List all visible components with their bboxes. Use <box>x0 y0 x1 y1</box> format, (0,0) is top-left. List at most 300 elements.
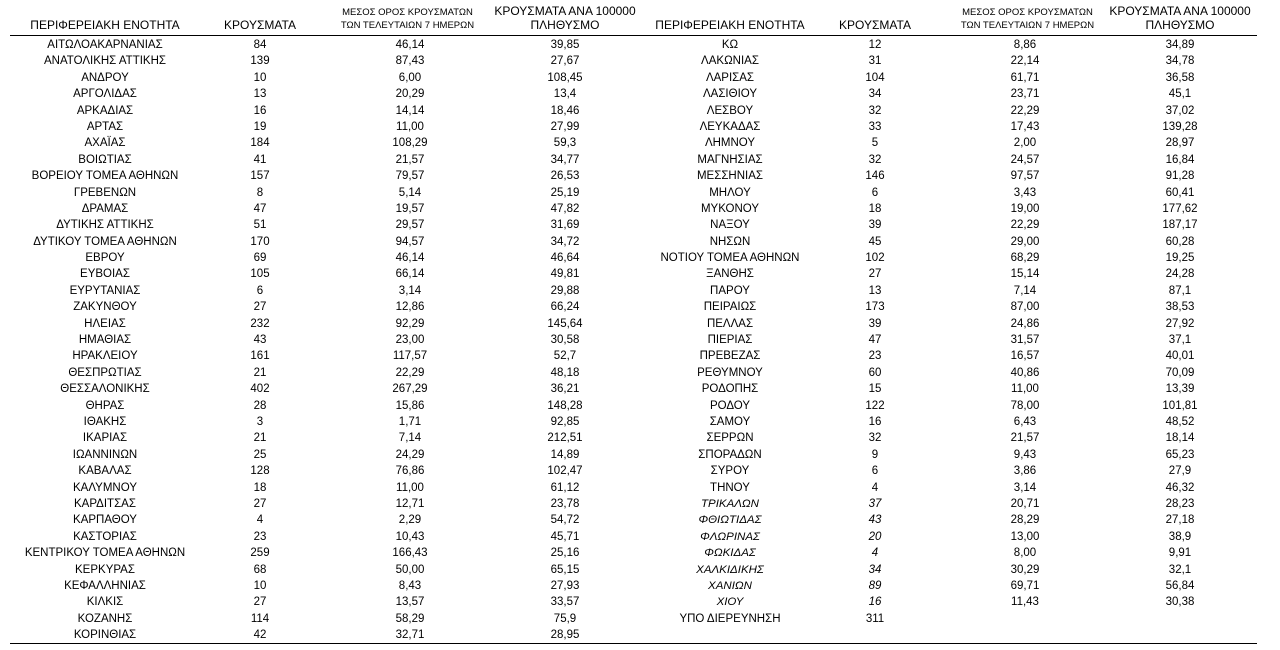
right-cell-region: ΠΙΕΡΙΑΣ <box>707 334 753 347</box>
right-header-per100k-line2: ΠΛΗΘΥΣΜΟ <box>1145 18 1215 32</box>
right-table-row <box>0 365 1280 381</box>
right-cell-cases: 89 <box>868 579 882 592</box>
right-cell-per100k: 13,39 <box>1165 383 1195 396</box>
left-cell-region: ΕΥΒΟΙΑΣ <box>80 268 130 281</box>
right-header-cases: ΚΡΟΥΣΜΑΤΑ <box>839 18 911 32</box>
right-cell-per100k: 27,92 <box>1165 317 1195 330</box>
left-cell-avg: 22,29 <box>395 366 425 379</box>
header-rule <box>10 35 1257 36</box>
left-cell-per100k: 39,85 <box>550 39 580 51</box>
right-table-row <box>0 53 1280 69</box>
right-cell-cases: 31 <box>868 55 882 68</box>
left-cell-avg: 92,29 <box>395 317 425 330</box>
left-cell-avg: 6,00 <box>398 71 422 84</box>
right-cell-region: ΥΠΟ ΔΙΕΡΕΥΝΗΣΗ <box>679 612 781 625</box>
left-cell-region: ΒΟΙΩΤΙΑΣ <box>78 153 132 166</box>
right-cell-avg: 6,43 <box>1013 415 1037 428</box>
left-cell-cases: 28 <box>253 399 267 412</box>
right-cell-cases: 39 <box>868 219 882 232</box>
left-cell-per100k: 36,21 <box>550 383 580 396</box>
right-cell-per100k: 56,84 <box>1165 579 1195 592</box>
right-cell-cases: 6 <box>871 465 879 478</box>
left-cell-per100k: 28,95 <box>550 629 580 642</box>
left-cell-avg: 11,00 <box>396 120 424 133</box>
right-cell-cases: 18 <box>868 202 882 215</box>
right-cell-per100k: 28,97 <box>1165 137 1195 150</box>
right-cell-avg: 3,86 <box>1013 465 1037 478</box>
left-cell-region: ΑΡΤΑΣ <box>86 120 124 133</box>
left-cell-per100k: 212,51 <box>547 432 583 445</box>
left-table-row <box>0 627 640 643</box>
right-cell-per100k: 60,28 <box>1165 235 1195 248</box>
right-table-row <box>0 447 1280 463</box>
right-table-row <box>0 529 1280 545</box>
left-cell-per100k: 45,71 <box>550 530 580 543</box>
right-cell-avg: 24,86 <box>1010 317 1040 330</box>
left-cell-cases: 69 <box>253 252 267 265</box>
left-cell-region: ΙΩΑΝΝΙΝΩΝ <box>72 448 138 461</box>
right-table-row <box>0 316 1280 332</box>
left-cell-region: ΚΙΛΚΙΣ <box>86 596 124 609</box>
left-cell-avg: 46,14 <box>395 252 425 265</box>
right-cell-region: ΧΙΟΥ <box>716 596 744 609</box>
right-table-row <box>0 594 1280 610</box>
left-cell-per100k: 29,88 <box>550 284 580 297</box>
left-cell-cases: 3 <box>256 415 264 428</box>
right-cell-per100k: 36,58 <box>1165 71 1195 84</box>
right-table-row <box>0 70 1280 86</box>
left-cell-avg: 23,00 <box>395 334 425 347</box>
left-cell-cases: 42 <box>253 629 267 642</box>
right-cell-avg: 16,57 <box>1010 350 1040 363</box>
left-cell-per100k: 59,3 <box>553 137 577 150</box>
left-cell-region: ΓΡΕΒΕΝΩΝ <box>73 186 137 199</box>
right-cell-cases: 43 <box>868 514 882 527</box>
right-cell-avg: 31,57 <box>1010 334 1040 347</box>
right-cell-per100k: 27,9 <box>1168 465 1192 478</box>
right-cell-cases: 32 <box>868 104 882 117</box>
left-cell-per100k: 65,15 <box>550 563 580 576</box>
right-cell-region: ΛΕΣΒΟΥ <box>706 104 754 117</box>
left-cell-cases: 23 <box>253 530 267 543</box>
right-cell-per100k: 30,38 <box>1165 596 1195 609</box>
right-cell-avg: 97,57 <box>1010 170 1040 183</box>
left-cell-region: ΑΡΓΟΛΙΔΑΣ <box>73 88 137 101</box>
right-cell-region: ΝΑΞΟΥ <box>710 219 750 232</box>
left-cell-region: ΚΕΡΚΥΡΑΣ <box>75 563 135 576</box>
right-cell-cases: 45 <box>868 235 882 248</box>
right-table-row <box>0 135 1280 151</box>
left-cell-region: ΗΡΑΚΛΕΙΟΥ <box>72 350 138 363</box>
right-table-row <box>0 283 1280 299</box>
left-header-avg <box>325 6 490 32</box>
right-cell-region: ΠΑΡΟΥ <box>710 284 750 297</box>
left-cell-avg: 24,29 <box>395 448 425 461</box>
left-cell-per100k: 148,28 <box>547 399 583 412</box>
right-cell-per100k: 101,81 <box>1162 399 1198 412</box>
right-cell-avg: 11,00 <box>1011 383 1039 396</box>
right-cell-cases: 9 <box>871 448 879 461</box>
right-table-row <box>0 103 1280 119</box>
right-cell-cases: 104 <box>865 71 885 84</box>
right-cell-avg: 61,71 <box>1010 71 1040 84</box>
right-table-row <box>0 332 1280 348</box>
left-cell-region: ΚΑΡΠΑΘΟΥ <box>73 514 137 527</box>
right-cell-region: ΡΕΘΥΜΝΟΥ <box>697 366 763 379</box>
right-cell-region: ΧΑΝΙΩΝ <box>708 579 752 592</box>
right-cell-per100k: 38,53 <box>1165 301 1195 314</box>
right-cell-avg: 22,29 <box>1010 104 1040 117</box>
right-cell-avg: 40,86 <box>1010 366 1040 379</box>
right-cell-avg: 8,00 <box>1013 547 1037 560</box>
right-cell-region: ΦΛΩΡΙΝΑΣ <box>700 530 760 543</box>
left-cell-avg: 3,14 <box>398 284 422 297</box>
right-cell-avg: 19,00 <box>1010 202 1040 215</box>
right-cell-region: ΜΑΓΝΗΣΙΑΣ <box>697 153 763 166</box>
left-cell-per100k: 27,93 <box>550 579 580 592</box>
right-cell-cases: 39 <box>868 317 882 330</box>
left-cell-cases: 139 <box>250 55 270 68</box>
right-cell-avg: 28,29 <box>1010 514 1040 527</box>
left-cell-avg: 117,57 <box>392 350 428 363</box>
left-cell-per100k: 108,45 <box>547 71 583 84</box>
left-cell-region: ΑΡΚΑΔΙΑΣ <box>76 104 134 117</box>
right-cell-region: ΛΗΜΝΟΥ <box>704 137 756 150</box>
right-table-row <box>0 414 1280 430</box>
left-cell-per100k: 52,7 <box>553 350 577 363</box>
left-cell-cases: 232 <box>250 317 270 330</box>
left-cell-per100k: 49,81 <box>550 268 580 281</box>
right-cell-region: ΤΡΙΚΑΛΩΝ <box>701 497 759 510</box>
left-cell-per100k: 27,67 <box>550 55 580 68</box>
left-cell-avg: 12,86 <box>395 301 425 314</box>
right-cell-region: ΣΠΟΡΑΔΩΝ <box>698 448 762 461</box>
right-cell-cases: 37 <box>868 497 882 510</box>
left-cell-avg: 21,57 <box>395 153 425 166</box>
right-cell-cases: 6 <box>871 186 879 199</box>
right-cell-cases: 5 <box>871 137 879 150</box>
right-table-row <box>0 119 1280 135</box>
right-cell-region: ΦΩΚΙΔΑΣ <box>704 547 756 560</box>
left-cell-region: ΔΥΤΙΚΟΥ ΤΟΜΕΑ ΑΘΗΝΩΝ <box>33 235 177 248</box>
right-header-region: ΠΕΡΙΦΕΡΕΙΑΚΗ ΕΝΟΤΗΤΑ <box>655 18 805 32</box>
right-cell-region: ΛΑΣΙΘΙΟΥ <box>702 88 758 101</box>
right-table-row <box>0 37 1280 53</box>
right-cell-region: ΝΟΤΙΟΥ ΤΟΜΕΑ ΑΘΗΝΩΝ <box>660 252 800 265</box>
left-cell-cases: 105 <box>250 268 270 281</box>
right-cell-avg: 21,57 <box>1010 432 1040 445</box>
right-cell-region: ΝΗΣΩΝ <box>709 235 751 248</box>
right-cell-avg: 78,00 <box>1010 399 1040 412</box>
right-cell-cases: 4 <box>871 547 879 560</box>
right-table-row <box>0 562 1280 578</box>
right-cell-region: ΜΕΣΣΗΝΙΑΣ <box>696 170 764 183</box>
left-cell-per100k: 13,4 <box>553 88 577 101</box>
right-header-avg-line2: ΤΩΝ ΤΕΛΕΥΤΑΙΩΝ 7 ΗΜΕΡΩΝ <box>960 20 1095 31</box>
left-cell-region: ΚΟΡΙΝΘΙΑΣ <box>73 629 137 642</box>
left-cell-cases: 8 <box>256 186 264 199</box>
right-cell-cases: 33 <box>868 120 882 133</box>
right-table-row <box>0 152 1280 168</box>
left-cell-cases: 21 <box>253 366 267 379</box>
right-table-row <box>0 381 1280 397</box>
left-cell-per100k: 145,64 <box>547 317 583 330</box>
left-cell-per100k: 92,85 <box>550 415 580 428</box>
right-cell-region: ΧΑΛΚΙΔΙΚΗΣ <box>696 563 764 576</box>
right-header-per100k-line1: ΚΡΟΥΣΜΑΤΑ ΑΝΑ 100000 <box>1109 4 1251 18</box>
right-cell-avg: 2,00 <box>1013 137 1037 150</box>
left-cell-cases: 21 <box>253 432 267 445</box>
right-cell-cases: 146 <box>865 170 885 183</box>
right-cell-avg: 9,43 <box>1013 448 1037 461</box>
right-cell-cases: 34 <box>868 563 882 576</box>
right-cell-cases: 16 <box>868 596 882 609</box>
right-cell-cases: 12 <box>868 39 882 51</box>
left-cell-region: ΚΕΦΑΛΛΗΝΙΑΣ <box>64 579 146 592</box>
left-cell-avg: 29,57 <box>395 219 425 232</box>
left-cell-cases: 128 <box>250 465 270 478</box>
left-cell-avg: 46,14 <box>395 39 425 51</box>
left-cell-per100k: 23,78 <box>550 497 580 510</box>
left-header-region: ΠΕΡΙΦΕΡΕΙΑΚΗ ΕΝΟΤΗΤΑ <box>30 18 180 32</box>
right-cell-region: ΠΕΛΛΑΣ <box>706 317 754 330</box>
right-table-row <box>0 86 1280 102</box>
right-table-row <box>0 611 1280 627</box>
left-cell-avg: 10,43 <box>395 530 425 543</box>
right-table-row <box>0 512 1280 528</box>
right-cell-cases: 13 <box>868 284 882 297</box>
right-cell-avg: 68,29 <box>1010 252 1040 265</box>
right-cell-avg: 11,43 <box>1011 596 1039 609</box>
right-cell-cases: 311 <box>865 612 885 625</box>
left-cell-region: ΚΑΣΤΟΡΙΑΣ <box>73 530 137 543</box>
left-cell-region: ΙΚΑΡΙΑΣ <box>82 432 128 445</box>
left-cell-cases: 10 <box>253 579 267 592</box>
right-cell-avg: 87,00 <box>1010 301 1040 314</box>
right-cell-cases: 102 <box>865 252 885 265</box>
right-cell-per100k: 187,17 <box>1162 219 1198 232</box>
right-cell-per100k: 65,23 <box>1165 448 1195 461</box>
right-cell-cases: 173 <box>865 301 885 314</box>
left-cell-region: ΚΑΛΥΜΝΟΥ <box>73 481 137 494</box>
left-cell-per100k: 33,57 <box>550 596 580 609</box>
right-table-row <box>0 463 1280 479</box>
right-table-row <box>0 496 1280 512</box>
right-cell-per100k: 139,28 <box>1162 120 1198 133</box>
right-cell-per100k: 9,91 <box>1168 547 1192 560</box>
left-cell-cases: 27 <box>253 497 267 510</box>
right-cell-avg: 29,00 <box>1010 235 1040 248</box>
right-cell-per100k: 48,52 <box>1165 415 1195 428</box>
left-cell-cases: 27 <box>253 596 267 609</box>
left-header-cases: ΚΡΟΥΣΜΑΤΑ <box>224 18 296 32</box>
left-cell-region: ΙΘΑΚΗΣ <box>83 415 127 428</box>
right-cell-avg: 22,14 <box>1010 55 1040 68</box>
right-cell-region: ΚΩ <box>721 39 739 51</box>
left-cell-avg: 20,29 <box>395 88 425 101</box>
left-cell-avg: 13,57 <box>395 596 425 609</box>
right-table-body <box>0 37 1280 627</box>
left-cell-region: ΑΙΤΩΛΟΑΚΑΡΝΑΝΙΑΣ <box>47 39 163 51</box>
right-cell-avg: 23,71 <box>1010 88 1040 101</box>
right-cell-cases: 23 <box>868 350 882 363</box>
right-table-row <box>0 299 1280 315</box>
right-cell-per100k: 18,14 <box>1165 432 1195 445</box>
left-cell-cases: 6 <box>256 284 264 297</box>
left-cell-avg: 2,29 <box>398 514 422 527</box>
left-cell-cases: 402 <box>250 383 270 396</box>
left-cell-per100k: 18,46 <box>550 104 580 117</box>
right-cell-per100k: 27,18 <box>1165 514 1195 527</box>
left-cell-per100k: 48,18 <box>550 366 580 379</box>
right-cell-avg: 17,43 <box>1010 120 1040 133</box>
left-header-per100k-line1: ΚΡΟΥΣΜΑΤΑ ΑΝΑ 100000 <box>494 4 636 18</box>
left-cell-cases: 18 <box>253 481 267 494</box>
right-cell-per100k: 34,89 <box>1165 39 1195 51</box>
left-cell-cases: 10 <box>253 71 267 84</box>
right-cell-per100k: 45,1 <box>1168 88 1192 101</box>
left-cell-region: ΖΑΚΥΝΘΟΥ <box>73 301 137 314</box>
right-cell-cases: 60 <box>868 366 882 379</box>
left-cell-per100k: 30,58 <box>550 334 580 347</box>
right-cell-per100k: 16,84 <box>1165 153 1195 166</box>
left-cell-region: ΑΝΑΤΟΛΙΚΗΣ ΑΤΤΙΚΗΣ <box>43 55 166 68</box>
right-cell-per100k: 32,1 <box>1168 563 1192 576</box>
right-table-row <box>0 250 1280 266</box>
right-cell-per100k: 38,9 <box>1168 530 1192 543</box>
right-cell-avg: 22,29 <box>1010 219 1040 232</box>
right-table-row <box>0 398 1280 414</box>
right-cell-per100k: 177,62 <box>1162 202 1198 215</box>
right-cell-region: ΡΟΔΟΠΗΣ <box>701 383 759 396</box>
left-cell-cases: 161 <box>250 350 270 363</box>
left-cell-region: ΘΕΣΣΑΛΟΝΙΚΗΣ <box>60 383 150 396</box>
left-cell-avg: 66,14 <box>395 268 425 281</box>
left-cell-cases: 114 <box>250 612 270 625</box>
left-cell-per100k: 66,24 <box>550 301 580 314</box>
left-cell-region: ΑΧΑΪΑΣ <box>84 137 126 150</box>
right-table-row <box>0 545 1280 561</box>
left-cell-avg: 1,71 <box>398 415 422 428</box>
right-cell-per100k: 37,02 <box>1165 104 1195 117</box>
left-cell-avg: 79,57 <box>395 170 425 183</box>
right-cell-cases: 34 <box>868 88 882 101</box>
right-cell-cases: 4 <box>871 481 879 494</box>
right-cell-per100k: 40,01 <box>1165 350 1195 363</box>
left-cell-avg: 58,29 <box>395 612 425 625</box>
right-cell-cases: 27 <box>868 268 882 281</box>
right-cell-avg: 7,14 <box>1013 284 1037 297</box>
left-cell-avg: 7,14 <box>398 432 422 445</box>
right-cell-cases: 32 <box>868 153 882 166</box>
left-cell-cases: 16 <box>253 104 267 117</box>
right-cell-cases: 20 <box>868 530 882 543</box>
right-cell-region: ΞΑΝΘΗΣ <box>706 268 754 281</box>
right-cell-avg: 3,43 <box>1013 186 1037 199</box>
right-cell-cases: 15 <box>868 383 882 396</box>
left-cell-per100k: 75,9 <box>553 612 577 625</box>
left-cell-region: ΚΕΝΤΡΙΚΟΥ ΤΟΜΕΑ ΑΘΗΝΩΝ <box>24 547 186 560</box>
left-header-per100k <box>490 4 640 32</box>
left-cell-region: ΚΟΖΑΝΗΣ <box>77 612 133 625</box>
right-table-row <box>0 480 1280 496</box>
left-cell-region: ΕΒΡΟΥ <box>85 252 125 265</box>
left-cell-avg: 15,86 <box>395 399 425 412</box>
right-header-avg <box>945 6 1110 32</box>
left-cell-cases: 43 <box>253 334 267 347</box>
right-table-row <box>0 201 1280 217</box>
right-cell-region: ΦΘΙΩΤΙΔΑΣ <box>698 514 762 527</box>
left-cell-cases: 259 <box>250 547 270 560</box>
right-cell-per100k: 37,1 <box>1168 334 1192 347</box>
left-cell-cases: 184 <box>250 137 270 150</box>
left-cell-cases: 68 <box>253 563 267 576</box>
right-cell-region: ΠΡΕΒΕΖΑΣ <box>699 350 761 363</box>
right-cell-per100k: 19,25 <box>1165 252 1195 265</box>
right-cell-avg: 69,71 <box>1010 579 1040 592</box>
left-cell-region: ΔΡΑΜΑΣ <box>81 202 129 215</box>
left-cell-per100k: 34,72 <box>550 235 580 248</box>
right-cell-per100k: 46,32 <box>1165 481 1195 494</box>
right-cell-per100k: 91,28 <box>1165 170 1195 183</box>
right-table-row <box>0 348 1280 364</box>
left-cell-per100k: 25,16 <box>550 547 580 560</box>
right-cell-per100k: 60,41 <box>1165 186 1195 199</box>
left-cell-avg: 14,14 <box>395 104 425 117</box>
left-header-avg-line1: ΜΕΣΟΣ ΟΡΟΣ ΚΡΟΥΣΜΑΤΩΝ <box>342 7 473 18</box>
right-cell-avg: 13,00 <box>1010 530 1040 543</box>
left-cell-avg: 50,00 <box>395 563 425 576</box>
right-cell-region: ΛΑΚΩΝΙΑΣ <box>701 55 759 68</box>
right-cell-cases: 16 <box>868 415 882 428</box>
left-cell-cases: 47 <box>253 202 267 215</box>
right-cell-per100k: 24,28 <box>1165 268 1195 281</box>
right-header-avg-line1: ΜΕΣΟΣ ΟΡΟΣ ΚΡΟΥΣΜΑΤΩΝ <box>962 7 1093 18</box>
left-cell-avg: 166,43 <box>392 547 428 560</box>
right-cell-avg: 30,29 <box>1010 563 1040 576</box>
right-cell-region: ΛΕΥΚΑΔΑΣ <box>699 120 761 133</box>
left-cell-per100k: 14,89 <box>550 448 580 461</box>
left-cell-per100k: 26,53 <box>550 170 580 183</box>
right-cell-per100k: 28,23 <box>1165 497 1195 510</box>
left-cell-per100k: 47,82 <box>550 202 580 215</box>
left-cell-per100k: 25,19 <box>550 186 580 199</box>
left-cell-region: ΔΥΤΙΚΗΣ ΑΤΤΙΚΗΣ <box>56 219 154 232</box>
right-table-row <box>0 578 1280 594</box>
left-cell-region: ΗΛΕΙΑΣ <box>84 317 126 330</box>
right-cell-cases: 122 <box>865 399 885 412</box>
left-cell-avg: 267,29 <box>392 383 428 396</box>
left-cell-region: ΚΑΒΑΛΑΣ <box>78 465 132 478</box>
left-cell-cases: 84 <box>253 39 267 51</box>
left-cell-avg: 5,14 <box>398 186 422 199</box>
right-table-row <box>0 234 1280 250</box>
right-header-per100k <box>1105 4 1255 32</box>
right-table-row <box>0 266 1280 282</box>
right-cell-cases: 32 <box>868 432 882 445</box>
right-cell-avg: 20,71 <box>1010 497 1040 510</box>
right-table-row <box>0 168 1280 184</box>
left-cell-avg: 11,00 <box>396 481 424 494</box>
left-cell-avg: 12,71 <box>395 497 425 510</box>
left-cell-per100k: 102,47 <box>547 465 583 478</box>
left-cell-per100k: 61,12 <box>550 481 580 494</box>
left-cell-avg: 76,86 <box>395 465 425 478</box>
right-cell-region: ΣΥΡΟΥ <box>710 465 750 478</box>
right-cell-region: ΣΑΜΟΥ <box>709 415 751 428</box>
left-cell-cases: 157 <box>250 170 270 183</box>
left-cell-avg: 87,43 <box>395 55 425 68</box>
